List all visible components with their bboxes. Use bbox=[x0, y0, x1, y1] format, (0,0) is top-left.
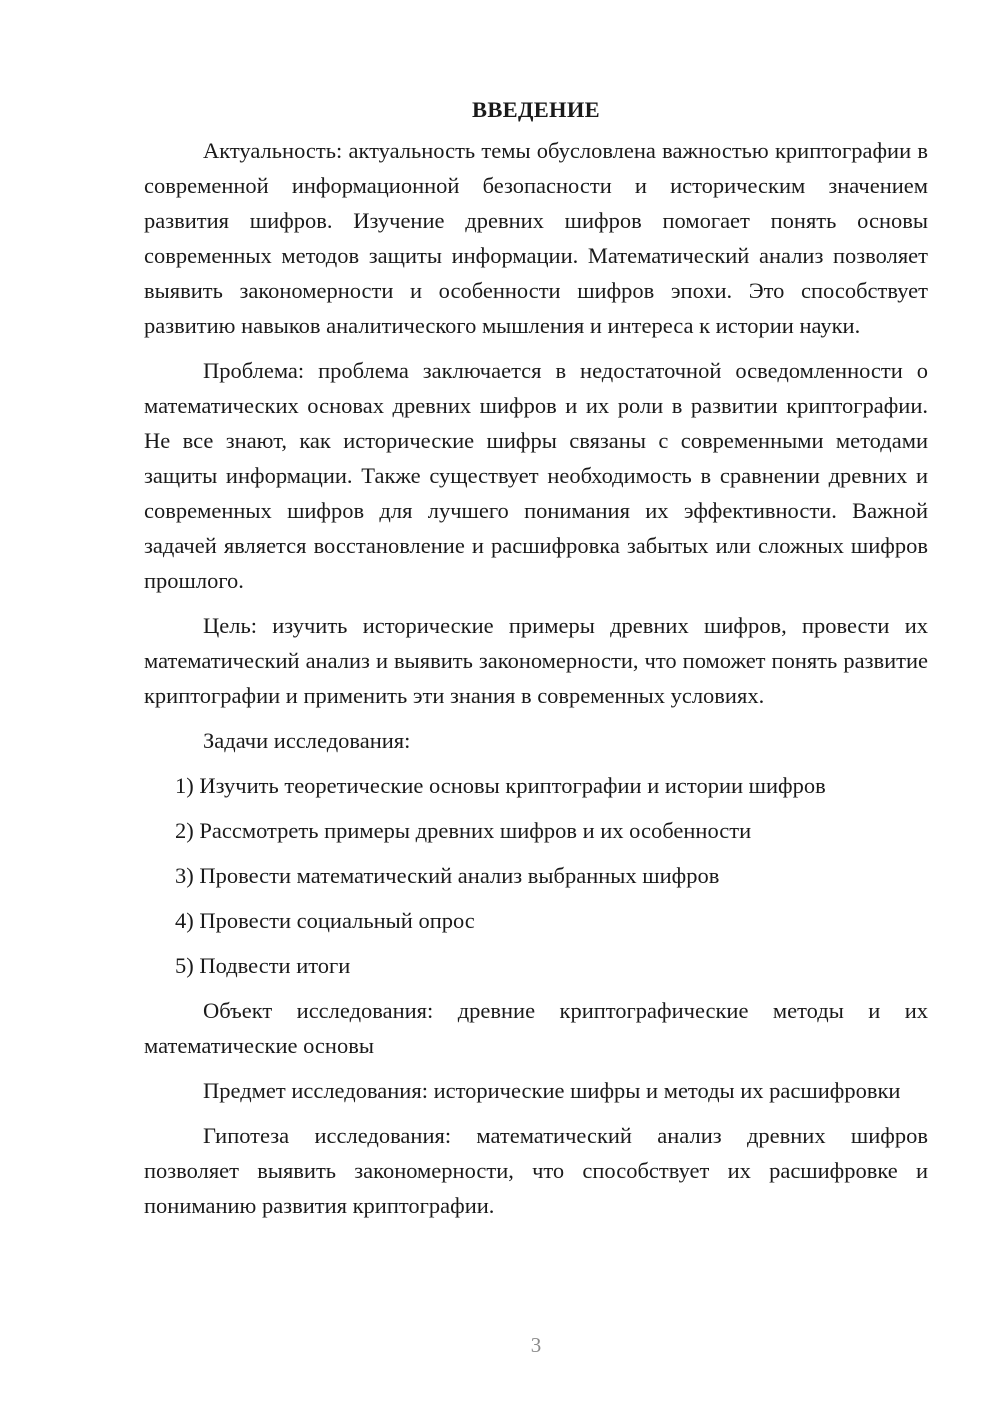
page-content bbox=[144, 92, 928, 1233]
page-number: 3 bbox=[530, 1333, 542, 1357]
task-item: 4) Провести социальный опрос bbox=[175, 908, 475, 933]
task-item: 5) Подвести итоги bbox=[175, 953, 351, 978]
tasks-heading: Задачи исследования: bbox=[203, 728, 411, 753]
paragraph-subject: Предмет исследования: исторические шифры и методы их расшифровки bbox=[203, 1078, 901, 1103]
paragraph-problem: Проблема: проблема заключается в недостаточной осведомленности о математических основах древних шифров и их роли в развитии криптографии. Не все знают, как исторические шифры связаны с современными методами защиты информации. Также существует необходимость в сравнении древних и современных шифров для лучшего понимания их эффективности. Важной задачей является восстановление и расшифровка забытых или сложных шифров прошлого. bbox=[144, 358, 928, 593]
page-title: ВВЕДЕНИЕ bbox=[472, 97, 600, 122]
paragraph-goal: Цель: изучить исторические примеры древних шифров, провести их математический анализ и выявить закономерности, что поможет понять развитие криптографии и применить эти знания в современных условиях. bbox=[144, 613, 928, 708]
task-list bbox=[144, 768, 928, 983]
task-item: 3) Провести математический анализ выбранных шифров bbox=[175, 863, 720, 888]
paragraph-relevance: Актуальность: актуальность темы обусловлена важностью криптографии в современной информационной безопасности и историческим значением развития шифров. Изучение древних шифров помогает понять основы современных методов защиты информации. Математический анализ позволяет выявить закономерности и особенности шифров эпохи. Это способствует развитию навыков аналитического мышления и интереса к истории науки. bbox=[144, 138, 928, 338]
task-item: 1) Изучить теоретические основы криптографии и истории шифров bbox=[175, 773, 826, 798]
paragraph-hypothesis: Гипотеза исследования: математический анализ древних шифров позволяет выявить закономерности, что способствует их расшифровке и пониманию развития криптографии. bbox=[144, 1123, 928, 1218]
paragraph-object: Объект исследования: древние криптографические методы и их математические основы bbox=[144, 998, 928, 1058]
task-item: 2) Рассмотреть примеры древних шифров и их особенности bbox=[175, 818, 752, 843]
